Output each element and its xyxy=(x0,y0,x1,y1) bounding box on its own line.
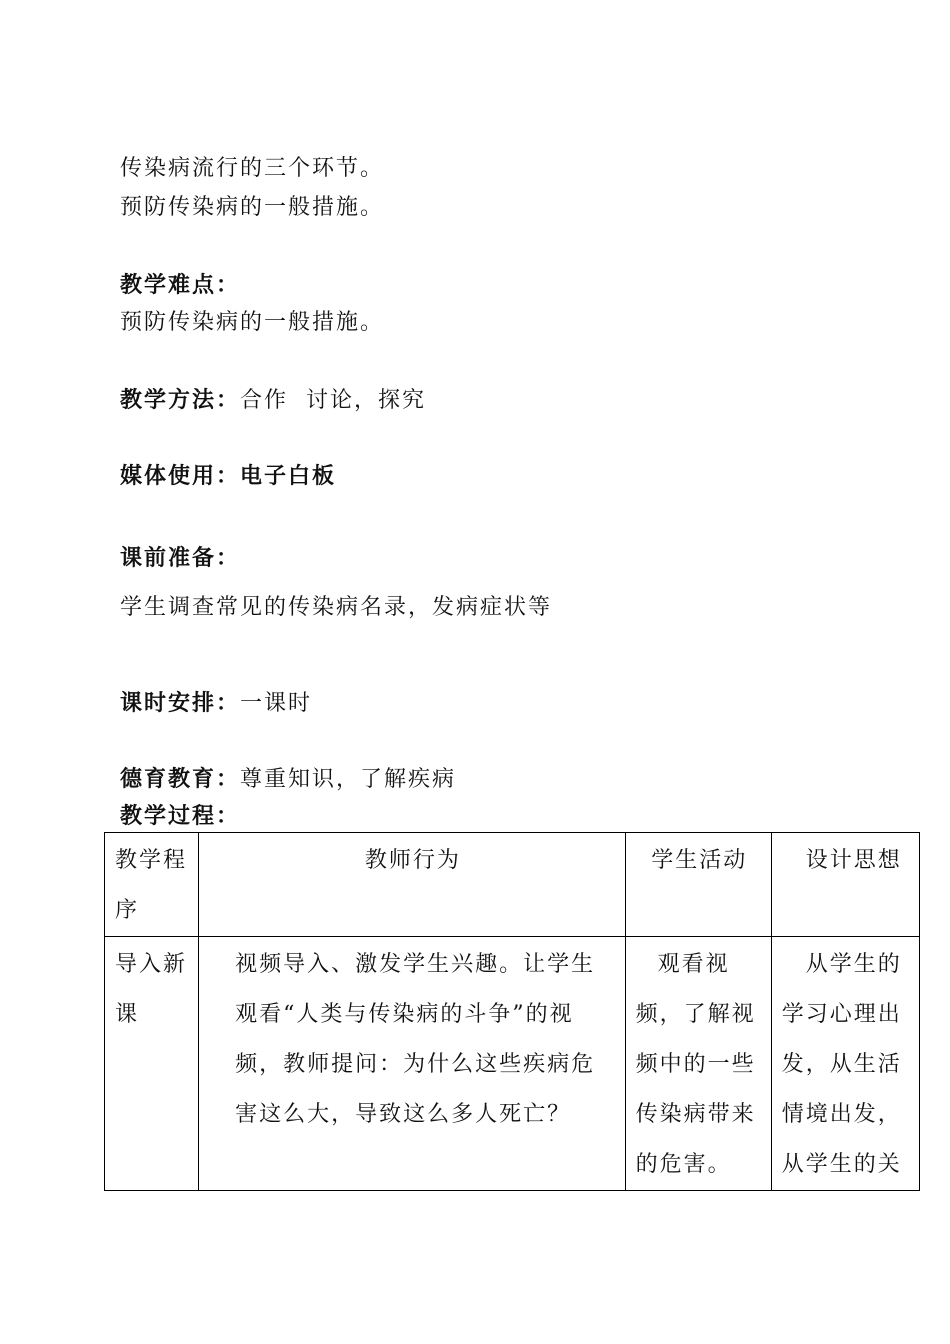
header-cell-design: 设计思想 xyxy=(771,833,919,937)
process-label: 教学过程： xyxy=(120,803,241,829)
media-text: 电子白板 xyxy=(240,463,337,489)
process-table xyxy=(104,832,920,1191)
method-text: 合作 讨论，探究 xyxy=(240,388,427,413)
prep-text: 学生调查常见的传染病名录，发病症状等 xyxy=(120,595,553,620)
method-label: 教学方法： xyxy=(120,387,241,413)
cell-student: 观看视频，了解视频中的一些传染病带来的危害。 xyxy=(625,937,771,1191)
moral-text: 尊重知识，了解疾病 xyxy=(240,767,457,792)
difficulty-label: 教学难点： xyxy=(120,272,241,298)
schedule-line xyxy=(120,688,312,719)
media-label: 媒体使用： xyxy=(120,463,241,489)
difficulty-text: 预防传染病的一般措施。 xyxy=(120,310,385,335)
header-cell-step: 教学程序 xyxy=(105,833,199,937)
table-header-row xyxy=(105,833,920,937)
cell-step: 导入新课 xyxy=(105,937,199,1191)
key-point-line-1: 传染病流行的三个环节。 xyxy=(120,156,385,181)
moral-label: 德育教育： xyxy=(120,766,241,792)
moral-line xyxy=(120,764,456,795)
schedule-text: 一课时 xyxy=(240,691,313,716)
table-row xyxy=(105,937,920,1191)
prep-label: 课前准备： xyxy=(120,545,241,571)
schedule-label: 课时安排： xyxy=(120,690,241,716)
header-cell-teacher: 教师行为 xyxy=(199,833,626,937)
key-point-line-2: 预防传染病的一般措施。 xyxy=(120,195,385,220)
method-line xyxy=(120,385,426,416)
cell-teacher: 视频导入、激发学生兴趣。让学生观看“人类与传染病的斗争”的视频，教师提问：为什么这些疾病危害这么大，导致这么多人死亡？ xyxy=(199,937,626,1191)
header-cell-student: 学生活动 xyxy=(625,833,771,937)
cell-design: 从学生的学习心理出发，从生活情境出发，从学生的关 xyxy=(771,937,919,1191)
media-line xyxy=(120,461,336,492)
